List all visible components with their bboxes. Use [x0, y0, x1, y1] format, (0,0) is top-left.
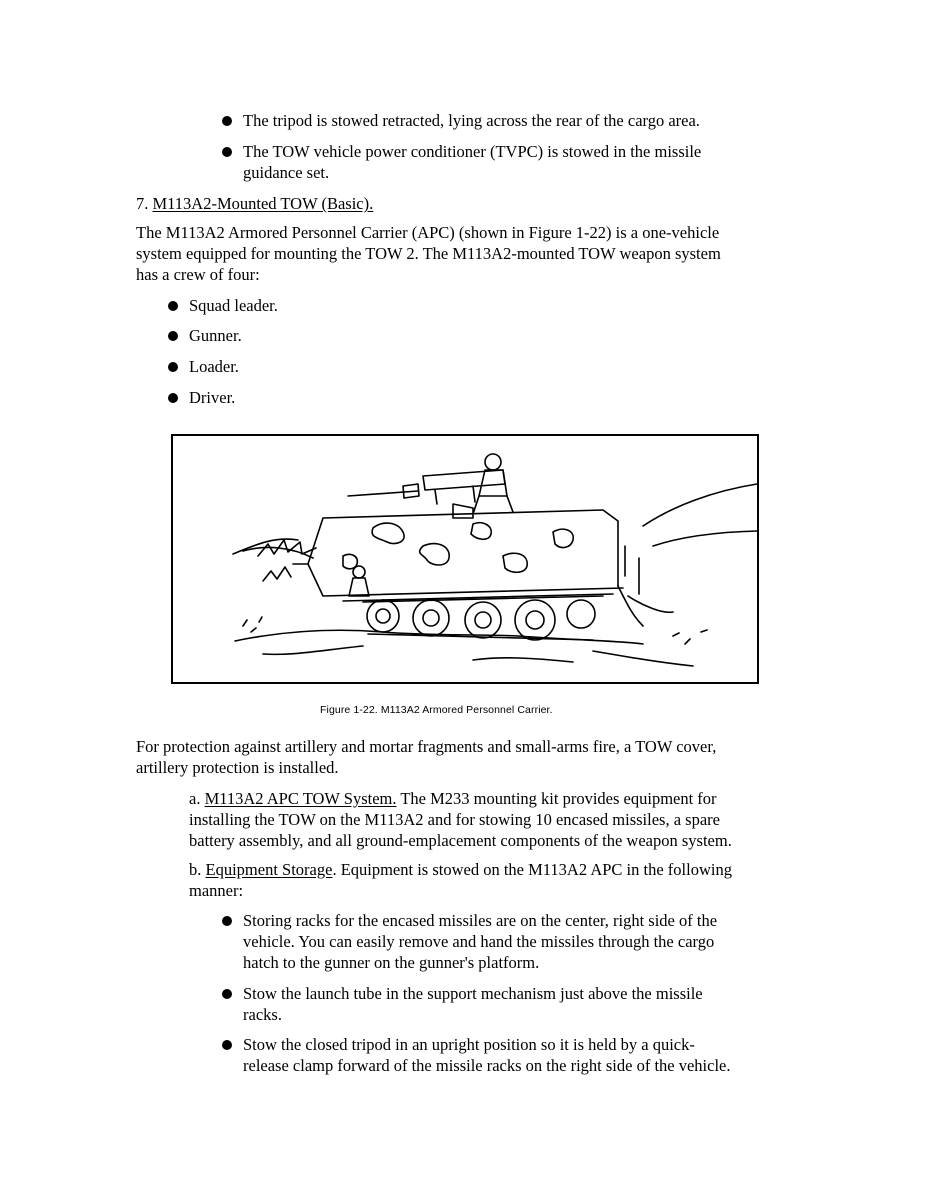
list-item: Stow the launch tube in the support mechanism just above the missile racks. [222, 983, 703, 1025]
bullet-icon [168, 393, 178, 403]
section-paragraph: The M113A2 Armored Personnel Carrier (APC) (shown in Figure 1-22) is a one-vehicle system equipped for mounting the TOW 2. The M113A2-mounted TOW weapon system has a crew of four: [136, 223, 721, 284]
bullet-icon [222, 116, 232, 126]
bullet-icon [168, 362, 178, 372]
list-item: Gunner. [168, 325, 242, 346]
list-item: Squad leader. [168, 295, 278, 316]
subsection-a-title: M113A2 APC TOW System. [204, 789, 397, 808]
list-item: Loader. [168, 356, 239, 377]
bullet-icon [222, 147, 232, 157]
list-item-text: The tripod is stowed retracted, lying across the rear of the cargo area. [243, 111, 700, 130]
list-item: Storing racks for the encased missiles are on the center, right side of the vehicle. You can easily remove and hand the missiles through the cargo hatch to the gunner on the gunner's platform. [222, 910, 717, 973]
list-item: Driver. [168, 387, 235, 408]
bullet-icon [222, 989, 232, 999]
protection-paragraph: For protection against artillery and mortar fragments and small-arms fire, a TOW cover, artillery protection is installed. [136, 737, 717, 777]
bullet-icon [222, 1040, 232, 1050]
subsection-b-title: Equipment Storage [205, 860, 333, 879]
bullet-icon [222, 916, 232, 926]
bullet-icon [168, 331, 178, 341]
list-item: Stow the closed tripod in an upright position so it is held by a quick- release clamp forward of the missile racks on the right side of the vehicle. [222, 1034, 731, 1076]
subsection-b: b. Equipment Storage. Equipment is stowed on the M113A2 APC in the following manner: [189, 860, 732, 900]
list-item [222, 110, 700, 131]
list-item-text: The TOW vehicle power conditioner (TVPC) is stowed in the missile guidance set. [243, 142, 702, 182]
section-heading: 7. M113A2-Mounted TOW (Basic). [136, 194, 374, 213]
bullet-icon [168, 301, 178, 311]
apc-illustration [173, 436, 757, 682]
figure-frame [171, 434, 759, 684]
figure-caption: Figure 1-22. M113A2 Armored Personnel Carrier. [320, 704, 553, 716]
section-title: M113A2-Mounted TOW (Basic). [152, 194, 374, 213]
subsection-a: a. M113A2 APC TOW System. The M233 mounting kit provides equipment for installing the TOW on the M113A2 and for stowing 10 encased missiles, a spare battery assembly, and all ground-emplacement components of the weapon system. [189, 789, 732, 850]
list-item [222, 141, 701, 183]
